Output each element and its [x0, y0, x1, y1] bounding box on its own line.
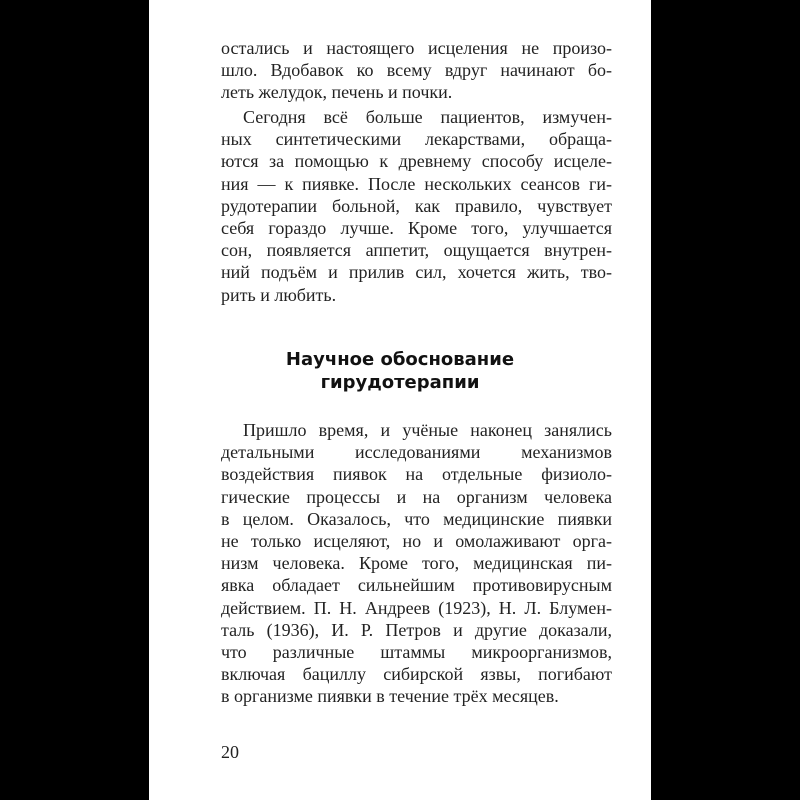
text-line: что различные штаммы микроорганизмов,	[221, 641, 612, 662]
text-line: детальными исследованиями механизмов	[221, 442, 612, 463]
text-line: сон, появляется аппетит, ощущается внутрен-	[221, 240, 612, 261]
text-line: таль (1936), И. Р. Петров и другие доказали,	[221, 619, 612, 640]
heading-line: Научное обоснование	[285, 349, 515, 370]
text-line: действием. П. Н. Андреев (1923), Н. Л. Блумен-	[221, 597, 612, 618]
text-line: ных синтетическими лекарствами, обраща-	[221, 129, 612, 150]
text-line: ний подъём и прилив сил, хочется жить, тво-	[221, 262, 612, 283]
page-number: 20	[221, 742, 239, 762]
text-line: не только исцеляют, но и омолаживают орга-	[221, 530, 612, 551]
text-line: ются за помощью к древнему способу исцеле-	[221, 151, 612, 172]
text-line: рудотерапии больной, как правило, чувствует	[221, 195, 612, 216]
text-line: низм человека. Кроме того, медицинская пи-	[221, 553, 612, 574]
text-line: Пришло время, и учёные наконец занялись	[243, 420, 612, 440]
section-heading	[149, 348, 651, 394]
text-line: ния — к пиявке. После нескольких сеансов ги-	[221, 173, 612, 194]
text-line: в целом. Оказалось, что медицинские пиявки	[221, 508, 612, 529]
paragraph-1	[221, 37, 612, 104]
heading-line: гирудотерапии	[320, 372, 480, 393]
paragraph-3	[221, 419, 612, 707]
text-line: себя гораздо лучше. Кроме того, улучшается	[221, 217, 612, 238]
text-line: в организме пиявки в течение трёх месяцев.	[221, 686, 559, 707]
text-line: остались и настоящего исцеления не произо-	[221, 38, 612, 58]
text-line: леть желудок, печень и почки.	[221, 82, 453, 103]
text-line: включая бациллу сибирской язвы, погибают	[221, 664, 612, 685]
text-line: шло. Вдобавок ко всему вдруг начинают бо-	[221, 60, 612, 81]
text-line: воздействия пиявок на отдельные физиоло-	[221, 464, 612, 485]
book-page	[149, 0, 651, 800]
text-line: гические процессы и на организм человека	[221, 486, 612, 507]
text-line: явка обладает сильнейшим противовирусным	[221, 575, 612, 596]
text-line: рить и любить.	[221, 284, 337, 305]
text-line: Сегодня всё больше пациентов, измучен-	[243, 107, 612, 127]
paragraph-2	[221, 106, 612, 306]
